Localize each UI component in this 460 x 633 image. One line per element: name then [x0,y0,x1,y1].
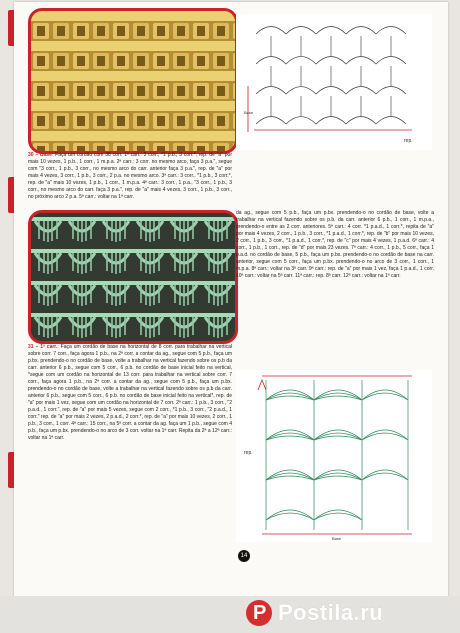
pin-logo-icon [246,600,272,626]
diagram-base-label: Base [332,536,342,541]
pattern-31-label: 1ª carr. [40,344,58,350]
yellow-crochet-photo [28,8,238,154]
watermark-bar [0,596,460,633]
diagram-30-symbols [236,14,432,150]
diagram-rep-label: rep. [404,138,413,144]
crochet-diagram-30 [236,14,432,150]
pattern-31-body: : Faça um cordão de base na horizontal de 8 corr. para trabalhar na vertical sobre corr. 7 corr., faça agora 1 p.b., na 2ª corr. a contar da ag., segue com 5 p.b., faça um p.bx. prendendo-o no cordão de base, volte a trabalhar na vertical fazendo sobre os p.b da carr. anterior 6 p.b., segue com 5 corr., 6 p.b. no cordão de base inicial feito na vertical, *segue com um cordão na horizontal de 13 corr. para trabalhar na vertical sobre corr. 7 corr., faça agora 1 p.b., na 2ª corr. a contar da ag., segue com 5 p.b., faça um p.bx. prendendo-o no cordão de base, volte a trabalhar na vertical fazendo sobre os p.b da carr. anterior 6 p.b., segue com 5 corr., 6 p.b. no cordão de base inicial feito na vertical*, rep. de "a" por mais 1 vez, segue com um cordão na horizontal de 7 corr. 2ª carr.: 1 p.b., 3 corr., "2 p.a.d., 1 corr.", rep. de "a" por mais 5 vezes, segue com 2 corr., *1 p.b., 3 corr., "2 p.a.d., 1 corr." rep. de "a" por mais 2 vezes, 2 p.a.d., 2 corr.*, rep. de "a" por mais 10 vezes, 2 corr., 1 p.b., 3 corr., 1 corr. 4ª carr.: 15 corr., na 5ª corr. a contar da ag. faça um 1 p.b., segue com 4 p.b., faça um p.bx. prendendo-o no arco de 3 corr. voltar na 1ª carr. Repita da 2ª a 12ª carr.: voltar na 1ª carr. [28,344,232,441]
green-crochet-photo [28,210,238,344]
diagram-31-symbols [236,370,432,542]
pattern-31-dash: – [35,344,39,350]
yellow-crochet-pattern [31,11,235,151]
pattern-31-number: 31 [28,344,34,350]
pattern-30-body: : Faça um cordão com 38 corr. 1ª carr.: 3 corr., *1 p.b., 3 corr.*, rep. de "a" por mais 10 vezes, 1 p.b., 1 corr., 1 m.p.a. 2ª carr.: 3 corr. no mesmo arco, faça 3 p.a.", segue com "3 corr., 1 p.b., 3 corr., no mesmo arco do carr. anterior faça 3 p.a.", rep. de "a" por mais 4 vezes, 3 corr., 1 p.b., 3 corr., 2 p.a. no mesmo arco. 3ª carr.: 3 corr., *1 p.b., 3 corr.*, rep. de "a" mais 10 vezes, 1 p.b., 1 corr., 1 m.p.a. 4ª carr.: 3 corr., 1 p.a., "3 corr., 1 p.b., 3 corr., no mesmo arco do carr. faça 3 p.a.", rep. de "a" mais 4 vezes, 3 corr., 1 p.b., 3 corr., no próximo arco 2 p.a. 5ª carr.: voltar na 1ª carr. [28,152,232,200]
pattern-31-text [28,344,232,558]
watermark-text: Postila.ru [278,600,384,625]
magazine-page [14,2,448,596]
page-number: 14 [238,550,250,562]
page-tab [8,452,14,488]
pattern-30-number: 30 [28,152,34,158]
pattern-30-text [28,152,232,204]
green-crochet-pattern [31,213,235,341]
pattern-30-dash: – [35,152,39,158]
crochet-diagram-31 [236,370,432,542]
diagram-rep-label: rep. [244,450,253,456]
pattern-31-continued-text: da ag., segue com 5 p.b., faça um p.bx. prendendo-o no cordão de base, volte a trabalhar na vertical fazendo sobre os p.b. da carr. anterior 6 p.b., 1 corr., 1 m.p.a., prendendo-o entre as 2 corr. anteriores. 5ª carr.: 4 corr. *1 p.a.d., 1 corr.*, repita de "a" por mais 4 vezes, 2 corr., 1 p.b., 3 corr., *1 p.a.d., 1 corr.*, rep. de "b" por mais 10 vezes, 2 corr., 1 p.b., 3 corr., *1 p.a.d., 1 corr.*, rep. de "c" por mais 4 vezes, 1 p.a.d. 6ª carr.: 4 corr., 1 p.b., 1 corr., rep. de "d" por mais 23 vezes. 7ª carr.: 4 corr., 1 p.b., 5 corr., faça 1 p.a.d. no cordão de base, 5 p.b., faça um p.bx. prendendo-o no cordão de base na carr. anterior, segue com 5 corr., faça um p.bx. prendendo-o no arco de 3 corr., 1 corr., 1 m.p.a. 8ª carr.: voltar na 3ª carr. 9ª carr.: rep. de "a" por mais 1 vez, faça 1 p.a.d., 1 corr. 10ª carr.: voltar na 5ª carr. 11ª carr.: rep. 8ª carr. 12ª carr.: voltar na 1ª carr. [236,210,434,279]
pattern-30-label: Base [40,152,52,158]
page-tab [8,10,14,46]
page-tab [8,177,14,213]
logo-letter: P [253,602,267,624]
diagram-base-label: Base [244,110,254,115]
